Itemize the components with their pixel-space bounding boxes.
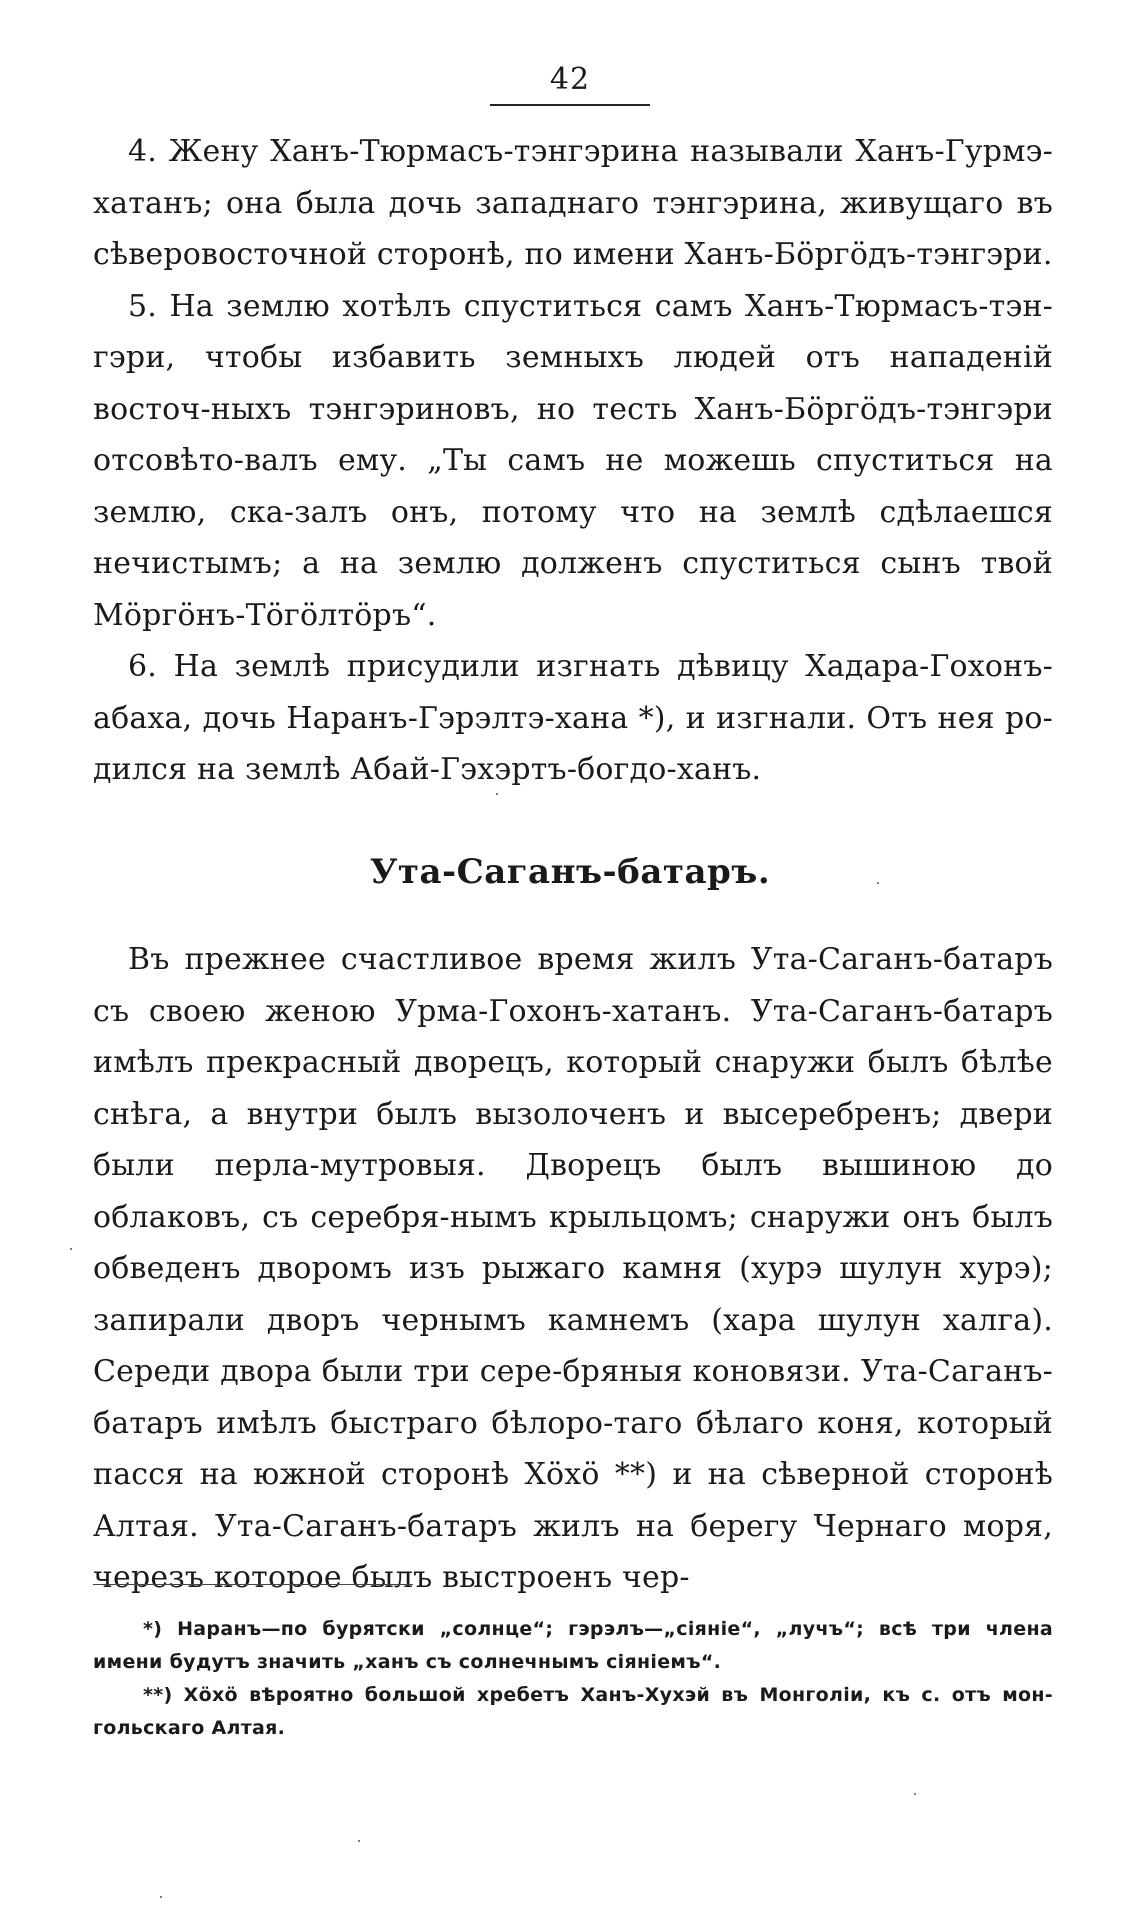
paragraph-5: 5. На землю хотѣлъ спуститься самъ Ханъ-Тюрмасъ-тэн-гэри, чтобы избавить земныхъ людей отъ нападеній восточ-ныхъ тэнгэриновъ, но тесть Ханъ-Бӧргӧдъ-тэнгэри отсовѣто-валъ ему. „Ты самъ не можешь спуститься на землю, ска-залъ онъ, потому что на землѣ сдѣлаешся нечистымъ; а на землю долженъ спуститься сынъ твой Мӧргӧнъ-Тӧгӧлтӧръ“. xyxy=(93,288,1053,633)
scan-speck xyxy=(358,1840,360,1842)
paragraph-6: 6. На землѣ присудили изгнать дѣвицу Хадара-Гохонъ-абаха, дочь Наранъ-Гэрэлтэ-хана *), и изгнали. Отъ нея ро-дился на землѣ Абай-Гэхэртъ-богдо-ханъ. xyxy=(93,649,1053,787)
page-number: 42 xyxy=(549,62,591,97)
scan-speck xyxy=(70,1248,72,1250)
page-number-rule xyxy=(490,104,650,106)
scan-speck xyxy=(496,793,498,795)
section-title: Ута-Саганъ-батаръ. xyxy=(369,852,771,892)
section-paragraph: Въ прежнее счастливое время жилъ Ута-Саганъ-батаръ съ своею женою Урма-Гохонъ-хатанъ. Ута-Саганъ-батаръ имѣлъ прекрасный дворецъ, который снаружи былъ бѣлѣе снѣга, а внутри былъ вызолоченъ и высеребренъ; двери были перла-мутровыя. Дворецъ былъ вышиною до облаковъ, съ серебря-нымъ крыльцомъ; снаружи онъ былъ обведенъ дворомъ изъ рыжаго камня (хурэ шулун хурэ); запирали дворъ чернымъ камнемъ (хара шулун халга). Середи двора были три сере-бряныя коновязи. Ута-Саганъ-батаръ имѣлъ быстраго бѣлоро-таго бѣлаго коня, который пасся на южной сторонѣ Хӧхӧ **) и на сѣверной сторонѣ Алтая. Ута-Саганъ-батаръ жилъ на берегу Чернаго моря, черезъ которое былъ выстроенъ чер- xyxy=(93,942,1053,1595)
paragraph-4: 4. Жену Ханъ-Тюрмасъ-тэнгэрина называли Ханъ-Гурмэ-хатанъ; она была дочь западнаго тэнгэрина, живущаго въ сѣверовосточной сторонѣ, по имени Ханъ-Бӧргӧдъ-тэнгэри. xyxy=(93,134,1053,272)
footnote-divider xyxy=(93,1584,413,1585)
section-text-block xyxy=(93,934,1053,1604)
scan-speck xyxy=(160,1896,162,1898)
footnote-2: **) Хӧхӧ вѣроятно большой хребетъ Ханъ-Хухэй въ Монголіи, къ с. отъ мон-гольскаго Алтая. xyxy=(93,1684,1053,1739)
footnote-1: *) Наранъ—по бурятски „солнце“; гэрэлъ—„сіяніе“, „лучъ“; всѣ три члена имени будутъ значить „ханъ съ солнечнымъ сіяніемъ“. xyxy=(93,1618,1053,1673)
top-text-block xyxy=(93,126,1053,796)
scan-speck xyxy=(877,882,879,884)
scan-speck xyxy=(914,1793,916,1795)
footnotes-block xyxy=(93,1613,1053,1745)
